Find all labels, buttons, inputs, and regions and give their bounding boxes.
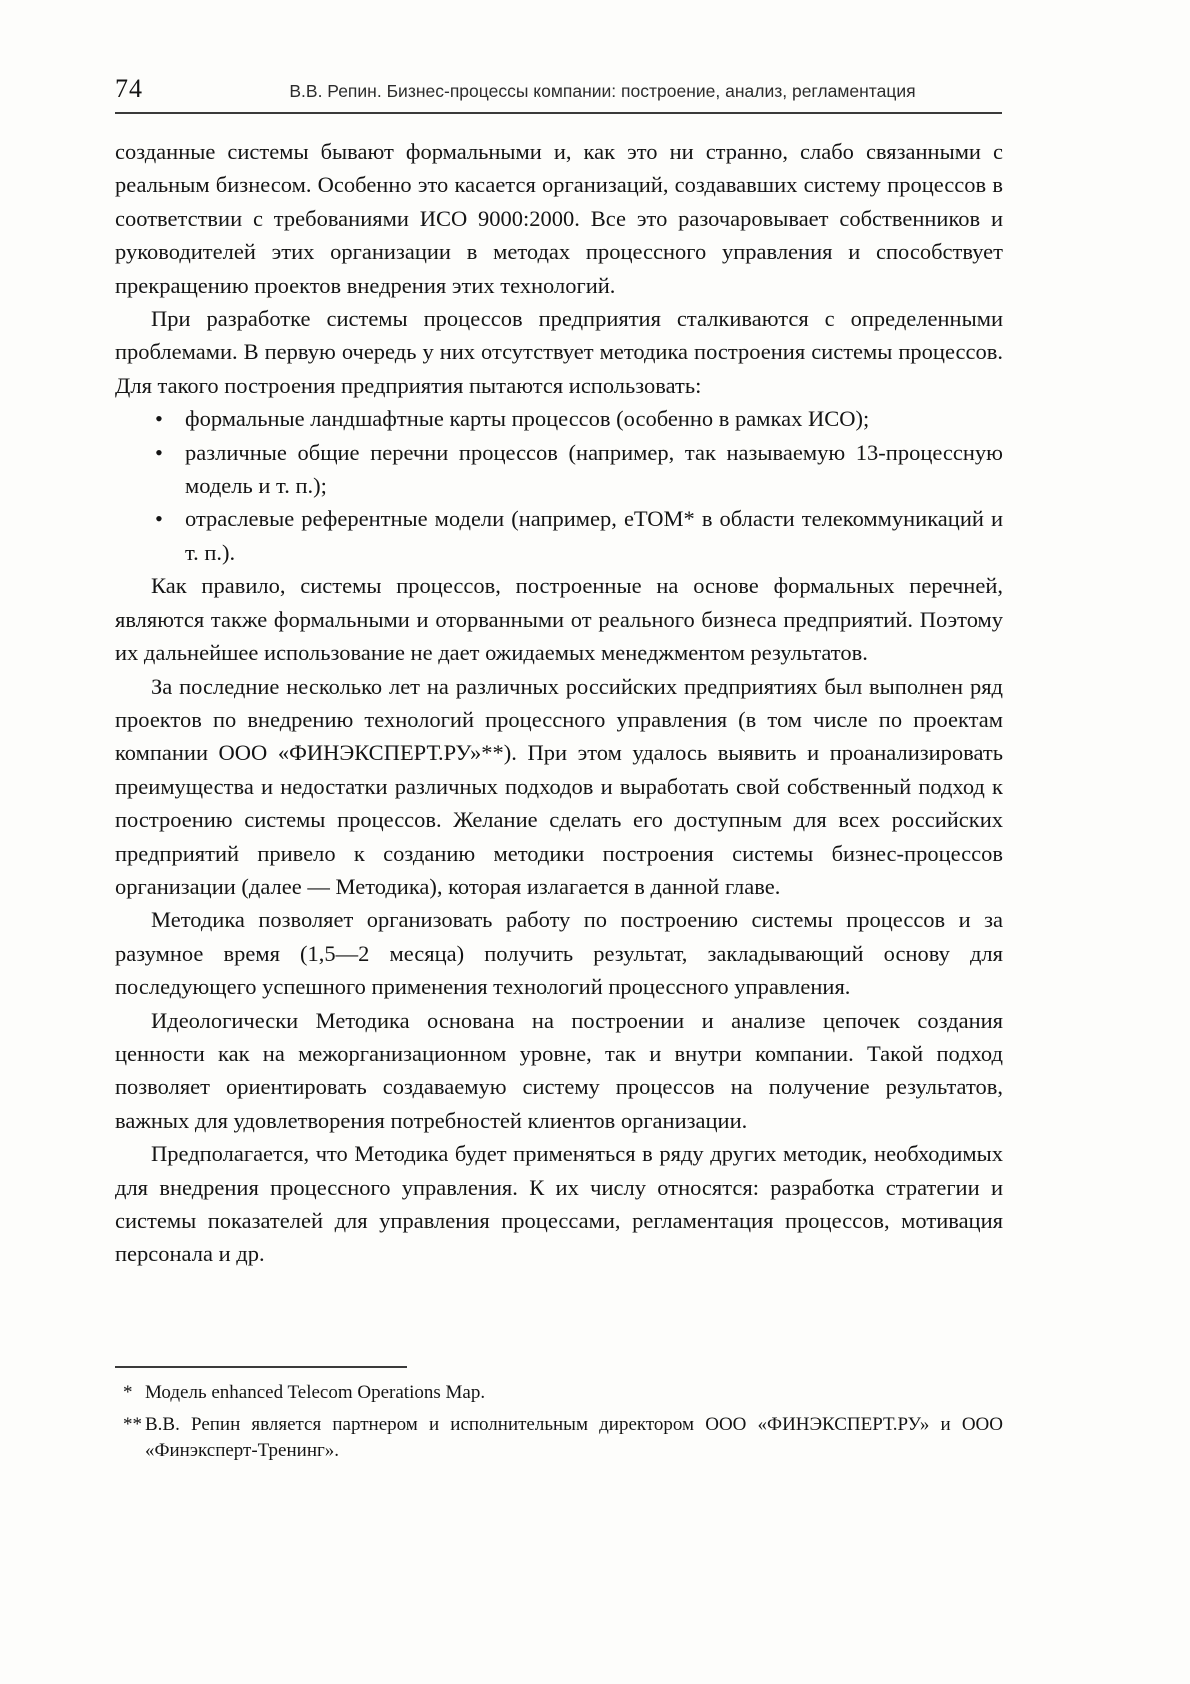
footnote-text: В.В. Репин является партнером и исполнительным директором ООО «ФИНЭКСПЕРТ.РУ» и ООО «Финэксперт-Тренинг». [145,1414,1003,1461]
bullet-icon: • [155,439,163,465]
footnote-marker: * [123,1382,133,1403]
running-title: В.В. Репин. Бизнес-процессы компании: построение, анализ, регламентация [289,81,916,101]
paragraph: Предполагается, что Методика будет применяться в ряду других методик, необходимых для внедрения процессного управления. К их числу относятся: разработка стратегии и системы показателей для управления процессами, регламентация процессов, мотивация персонала и др. [115,1141,1003,1267]
list-item [115,502,1003,569]
paragraph: Методика позволяет организовать работу по построению системы процессов и за разумное время (1,5—2 месяца) получить результат, закладывающий основу для последующего успешного применения технологий процессного управления. [115,907,1003,1000]
bullet-icon: • [155,506,163,532]
paragraph: При разработке системы процессов предприятия сталкиваются с определенными проблемами. В первую очередь у них отсутствует методика построения системы процессов. Для такого построения предприятия пытаются использовать: [115,306,1003,398]
list-item [115,402,1003,435]
footnote [115,1412,1003,1464]
list-item [115,436,1003,503]
paragraph: За последние несколько лет на различных российских предприятиях был выполнен ряд проектов по внедрению технологий процессного управления (в том числе по проектам компании ООО «ФИНЭКСПЕРТ.РУ»**). При этом удалось выявить и проанализировать преимущества и недостатки различных подходов и выработать свой собственный подход к построению системы процессов. Желание сделать его доступным для всех российских предприятий привело к созданию методики построения системы бизнес-процессов организации (далее — Методика), которая излагается в данной главе. [115,673,1003,899]
footnote-separator [115,1366,407,1368]
paragraph: созданные системы бывают формальными и, как это ни странно, слабо связанными с реальным бизнесом. Особенно это касается организаций, создававших систему процессов в соответствии с требованиями ИСО 9000:2000. Все это разочаровывает собственников и руководителей этих организации в методах процессного управления и способствует прекращению проектов внедрения этих технологий. [115,139,1003,298]
paragraph: Идеологически Методика основана на построении и анализе цепочек создания ценности как на межорганизационном уровне, так и внутри компании. Такой подход позволяет ориентировать создаваемую систему процессов на получение результатов, важных для удовлетворения потребностей клиентов организации. [115,1007,1003,1133]
bullet-text: формальные ландшафтные карты процессов (особенно в рамках ИСО); [185,406,870,432]
body-text [115,135,1003,1271]
bullet-text: различные общие перечни процессов (например, так называемую 13-процессную модель и т. п.); [185,439,1003,499]
bullet-text: отраслевые референтные модели (например, eTOM* в области телекоммуникаций и т. п.). [185,506,1003,565]
page-header [115,74,1002,114]
bullet-icon: • [155,406,163,432]
footnote [115,1380,1003,1406]
footnote-section [115,1366,1003,1470]
paragraph: Как правило, системы процессов, построенные на основе формальных перечней, являются также формальными и оторванными от реального бизнеса предприятий. Поэтому их дальнейшее использование не дает ожидаемых менеджментом результатов. [115,573,1003,666]
page-number: 74 [115,74,143,103]
footnote-text: Модель enhanced Telecom Operations Map. [145,1382,486,1403]
footnote-marker: ** [123,1414,142,1435]
